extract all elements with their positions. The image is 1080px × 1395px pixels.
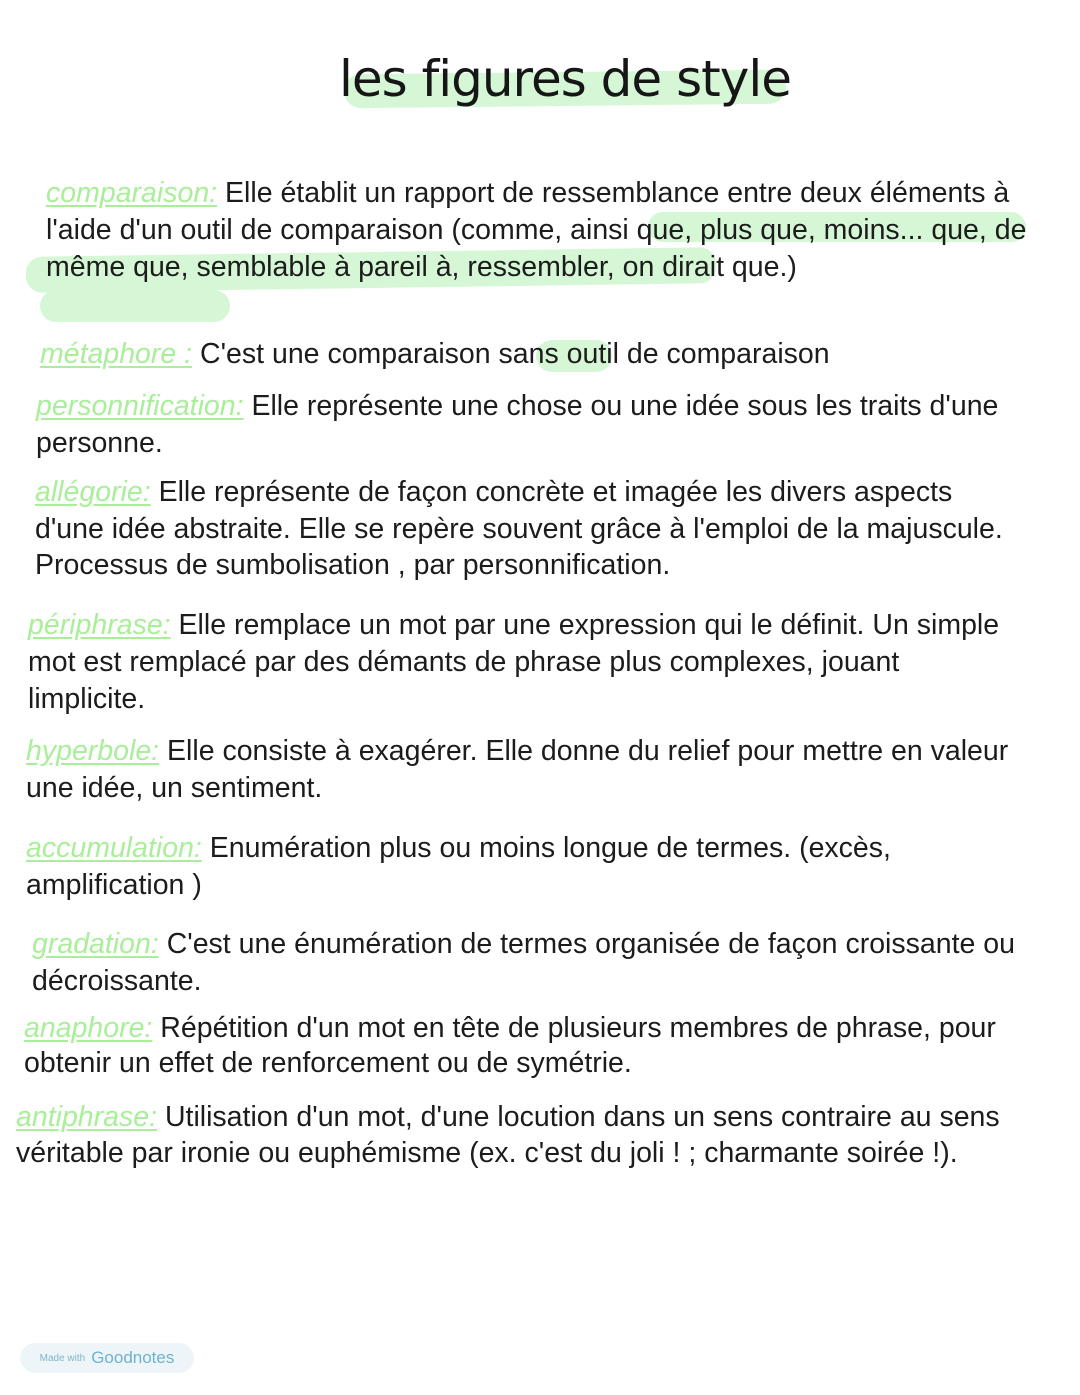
term-label: accumulation: (26, 832, 202, 864)
entry-periphrase (28, 607, 1018, 718)
term-label: périphrase: (28, 609, 171, 641)
entry-anaphore (24, 1011, 1014, 1081)
entry-gradation (32, 926, 1022, 1000)
term-definition: Elle consiste à exagérer. Elle donne du relief pour mettre en valeur une idée, un sentiment. (26, 735, 1009, 804)
highlight-stroke (40, 290, 230, 322)
term-label: comparaison: (46, 177, 218, 209)
term-definition: Répétition d'un mot en tête de plusieurs membres de phrase, pour obtenir un effet de renforcement ou de symétrie. (24, 1012, 996, 1079)
term-label: antiphrase: (16, 1101, 158, 1133)
entry-hyperbole (26, 733, 1026, 807)
page-title: les figures de style (339, 50, 791, 108)
entry-allegorie (35, 474, 1025, 584)
title-block (0, 48, 1080, 128)
term-label: allégorie: (35, 476, 151, 508)
entry-comparaison (46, 175, 1036, 286)
entry-metaphore (40, 336, 1030, 373)
entry-antiphrase (16, 1099, 1006, 1171)
term-label: métaphore : (40, 338, 193, 370)
term-label: anaphore: (24, 1012, 153, 1044)
term-definition: Utilisation d'un mot, d'une locution dans un sens contraire au sens véritable par ironie ou euphémisme (ex. c'est du joli ! ; charmante soirée !). (16, 1101, 1000, 1169)
term-definition: Elle représente une chose ou une idée sous les traits d'une personne. (36, 390, 999, 459)
entry-personnification (36, 388, 1026, 462)
term-definition: Elle remplace un mot par une expression qui le définit. Un simple mot est remplacé par des démants de phrase plus complexes, jouant limplicite. (28, 609, 1000, 715)
term-definition: C'est une comparaison sans outil de comparaison (200, 338, 830, 370)
term-label: gradation: (32, 928, 159, 960)
term-label: hyperbole: (26, 735, 160, 767)
entry-accumulation (26, 830, 906, 904)
term-definition: C'est une énumération de termes organisée de façon croissante ou décroissante. (32, 928, 1015, 997)
term-definition: Enumération plus ou moins longue de termes. (excès, amplification ) (26, 832, 891, 901)
brand-logo: Goodnotes (91, 1348, 175, 1367)
made-with-label: Made with (39, 1352, 86, 1364)
term-definition: Elle représente de façon concrète et imagée les divers aspects d'une idée abstraite. Elle se repère souvent grâce à l'emploi de la majuscule. Processus de sumbolisation , par personnification. (35, 476, 1003, 581)
term-label: personnification: (36, 390, 244, 422)
term-definition: Elle établit un rapport de ressemblance entre deux éléments à l'aide d'un outil de comparaison (comme, ainsi que, plus que, moins... que, de même que, semblable à pareil à, ressembler, on dirait que.) (46, 177, 1027, 283)
goodnotes-badge (20, 1343, 194, 1373)
